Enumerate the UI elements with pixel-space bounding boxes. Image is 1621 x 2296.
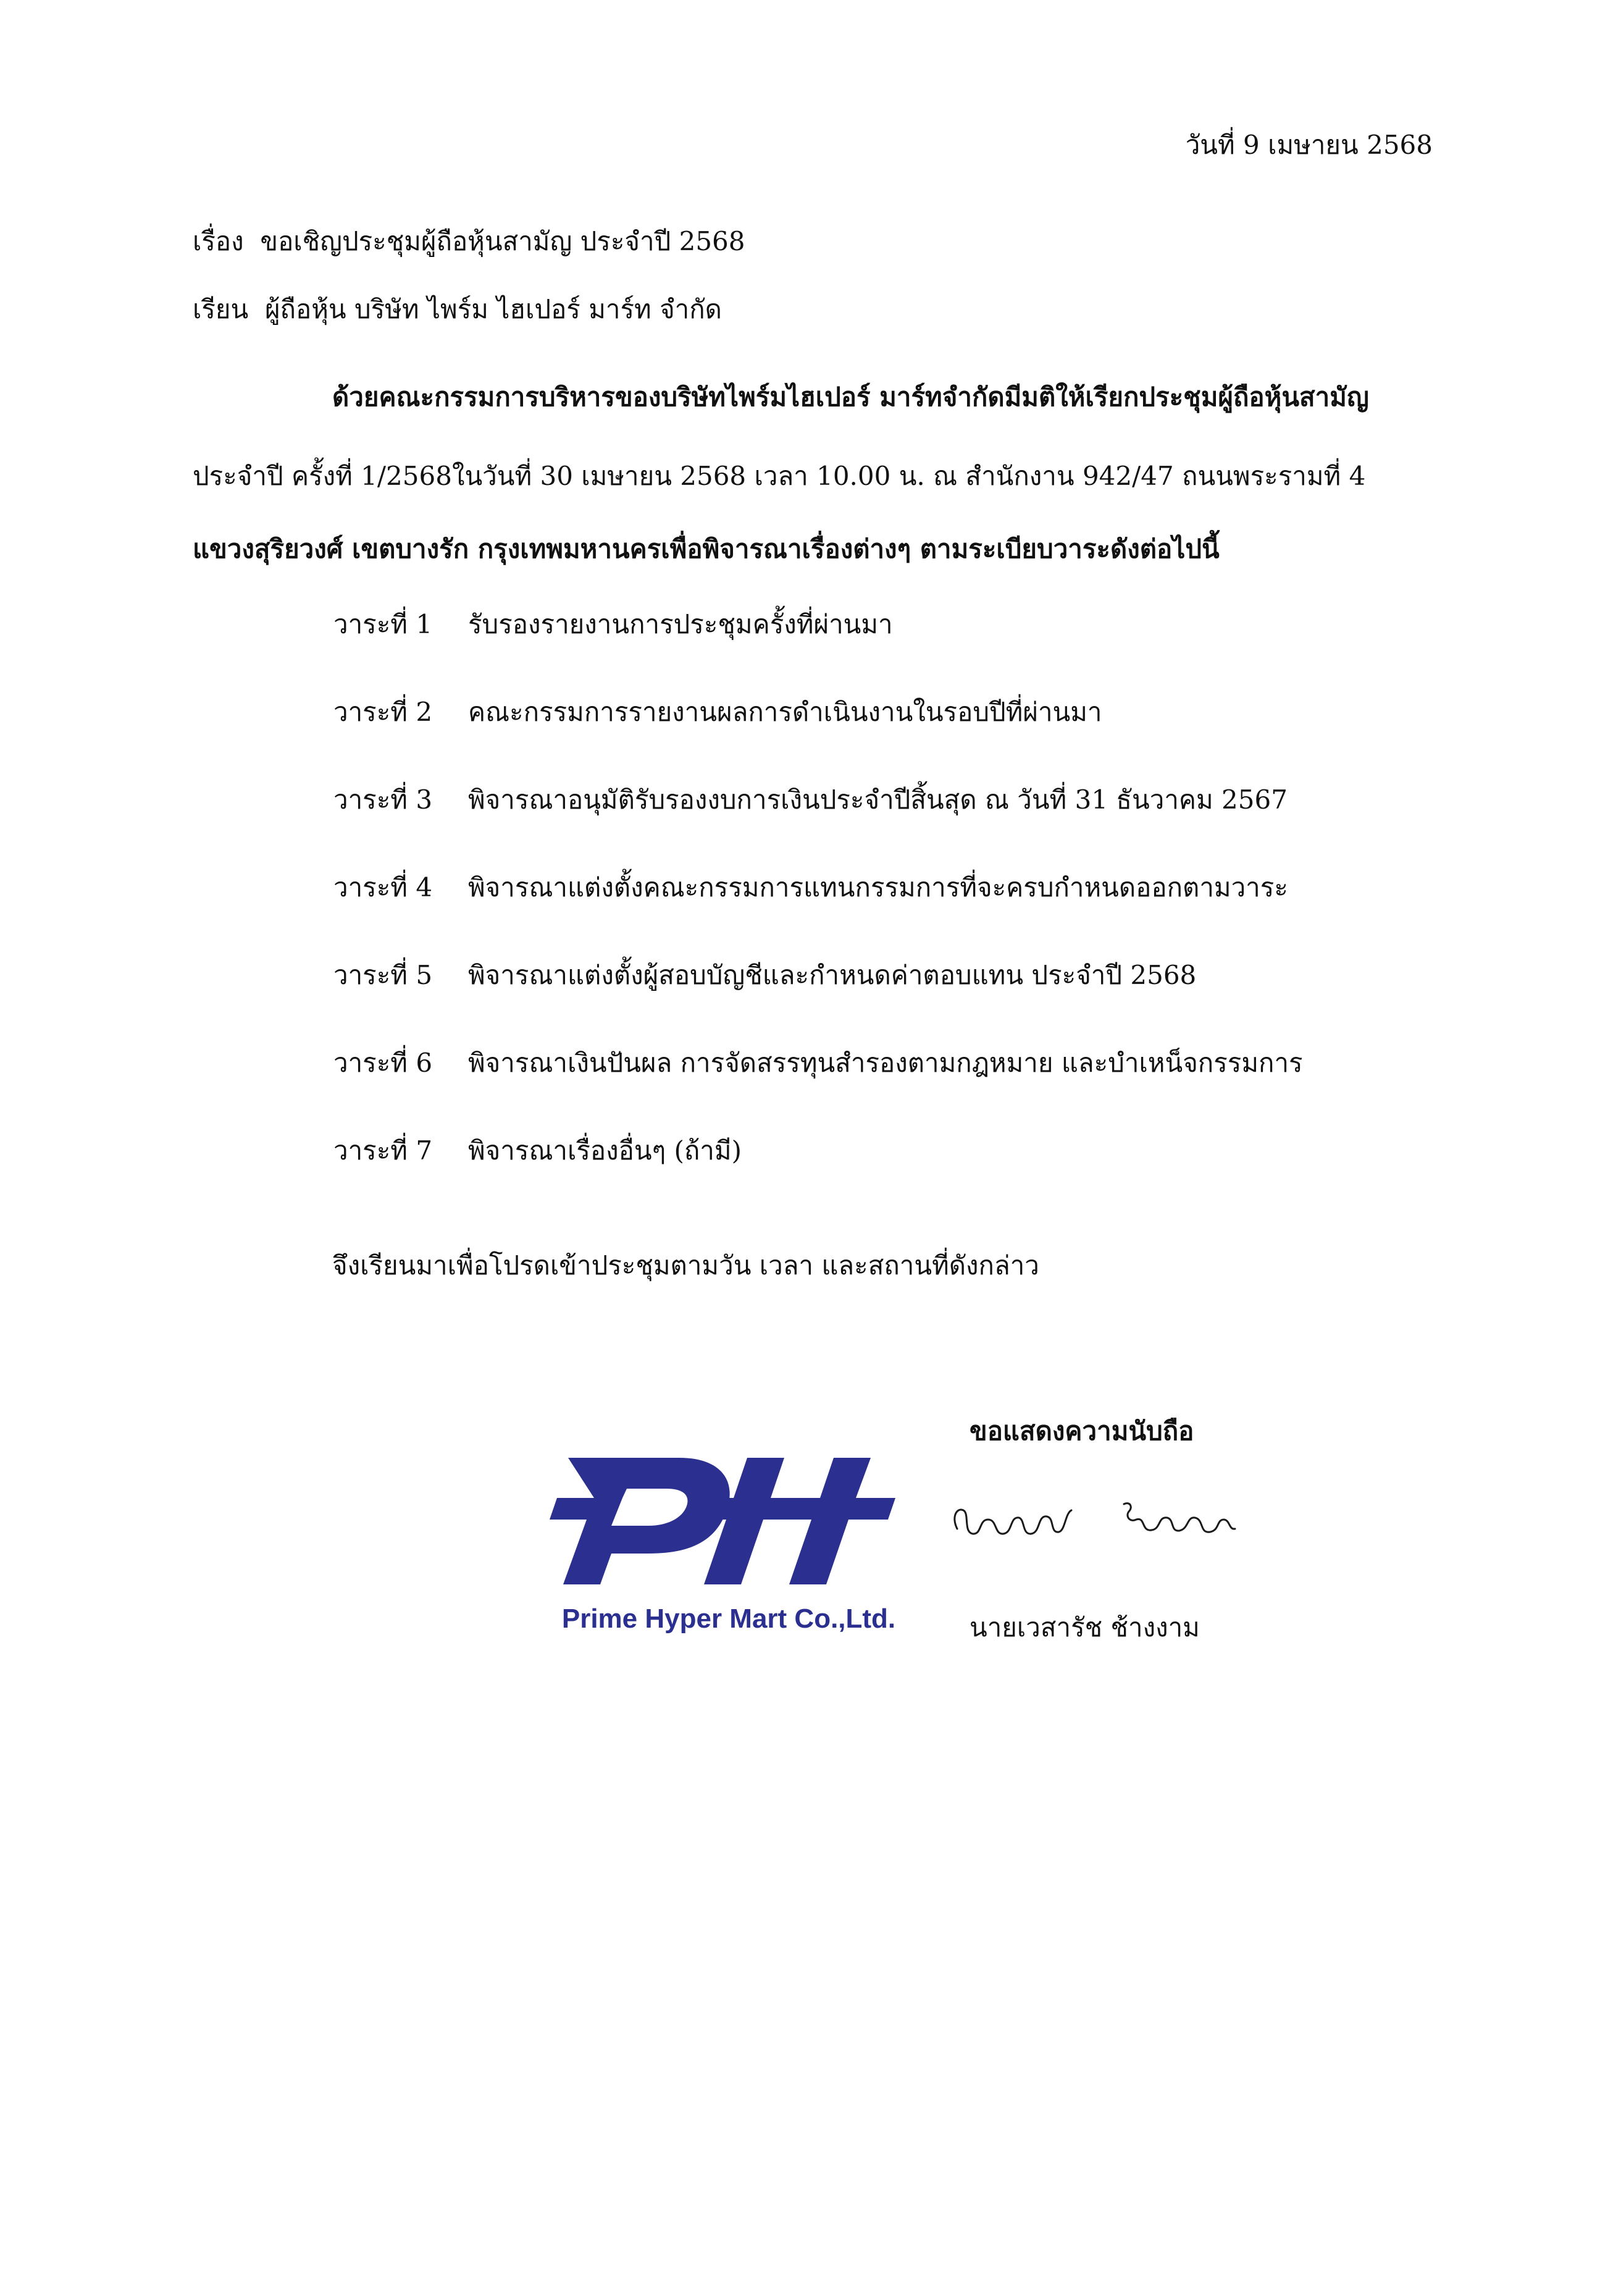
agenda-number: วาระที่ 4 (333, 872, 433, 902)
agenda-text: พิจารณาแต่งตั้งคณะกรรมการแทนกรรมการที่จะครบกำหนดออกตามวาระ (468, 872, 1288, 902)
agenda-item (333, 872, 1288, 902)
signatory-name: นายเวสารัช ช้างงาม (970, 1612, 1200, 1642)
agenda-text: พิจารณาเรื่องอื่นๆ (ถ้ามี) (468, 1135, 742, 1166)
body-line-3: แขวงสุริยวงศ์ เขตบางรัก กรุงเทพมหานครเพื่อพิจารณาเรื่องต่างๆ ตามระเบียบวาระดังต่อไปนี้ (193, 534, 1220, 564)
agenda-number: วาระที่ 7 (333, 1135, 433, 1166)
agenda-number: วาระที่ 3 (333, 784, 433, 815)
handwritten-signature (945, 1486, 1241, 1554)
agenda-text: พิจารณาเงินปันผล การจัดสรรทุนสำรองตามกฎหมาย และบำเหน็จกรรมการ (468, 1048, 1303, 1078)
body-line-2: ประจำปี ครั้งที่ 1/2568ในวันที่ 30 เมษายน 2568 เวลา 10.00 น. ณ สำนักงาน 942/47 ถนนพระรามที่ 4 (193, 461, 1366, 491)
body-line-1: ด้วยคณะกรรมการบริหารของบริษัทไพร์มไฮเปอร์ มาร์ทจำกัดมีมติให้เรียกประชุมผู้ถือหุ้นสามัญ (332, 382, 1369, 412)
subject-line (193, 226, 745, 256)
agenda-item (333, 784, 1288, 815)
subject-label: เรื่อง (193, 226, 244, 256)
agenda-item (333, 1050, 1303, 1076)
agenda-text: คณะกรรมการรายงานผลการดำเนินงานในรอบปีที่ผ่านมา (468, 697, 1102, 727)
recipient-label: เรียน (193, 294, 249, 324)
company-logo (525, 1433, 920, 1643)
ph-logo-mark (550, 1458, 895, 1584)
agenda-text: รับรองรายงานการประชุมครั้งที่ผ่านมา (468, 609, 893, 639)
agenda-item (333, 699, 1102, 725)
agenda-number: วาระที่ 1 (333, 609, 433, 639)
agenda-number: วาระที่ 5 (333, 960, 433, 990)
regards-text: ขอแสดงความนับถือ (970, 1416, 1194, 1446)
agenda-number: วาระที่ 6 (333, 1048, 433, 1078)
agenda-text: พิจารณาแต่งตั้งผู้สอบบัญชีและกำหนดค่าตอบแทน ประจำปี 2568 (468, 960, 1197, 990)
recipient-line (193, 296, 722, 322)
agenda-item (333, 609, 893, 639)
agenda-text: พิจารณาอนุมัติรับรองงบการเงินประจำปีสิ้นสุด ณ วันที่ 31 ธันวาคม 2567 (468, 784, 1288, 815)
agenda-item (333, 962, 1196, 988)
company-name: Prime Hyper Mart Co.,Ltd. (561, 1604, 896, 1634)
closing-line: จึงเรียนมาเพื่อโปรดเข้าประชุมตามวัน เวลา และสถานที่ดังกล่าว (332, 1250, 1039, 1280)
subject-text: ขอเชิญประชุมผู้ถือหุ้นสามัญ ประจำปี 2568 (260, 226, 745, 256)
agenda-item (333, 1135, 742, 1166)
agenda-number: วาระที่ 2 (333, 697, 433, 727)
recipient-text: ผู้ถือหุ้น บริษัท ไพร์ม ไฮเปอร์ มาร์ท จำกัด (264, 294, 722, 324)
letter-date: วันที่ 9 เมษายน 2568 (1185, 130, 1433, 160)
